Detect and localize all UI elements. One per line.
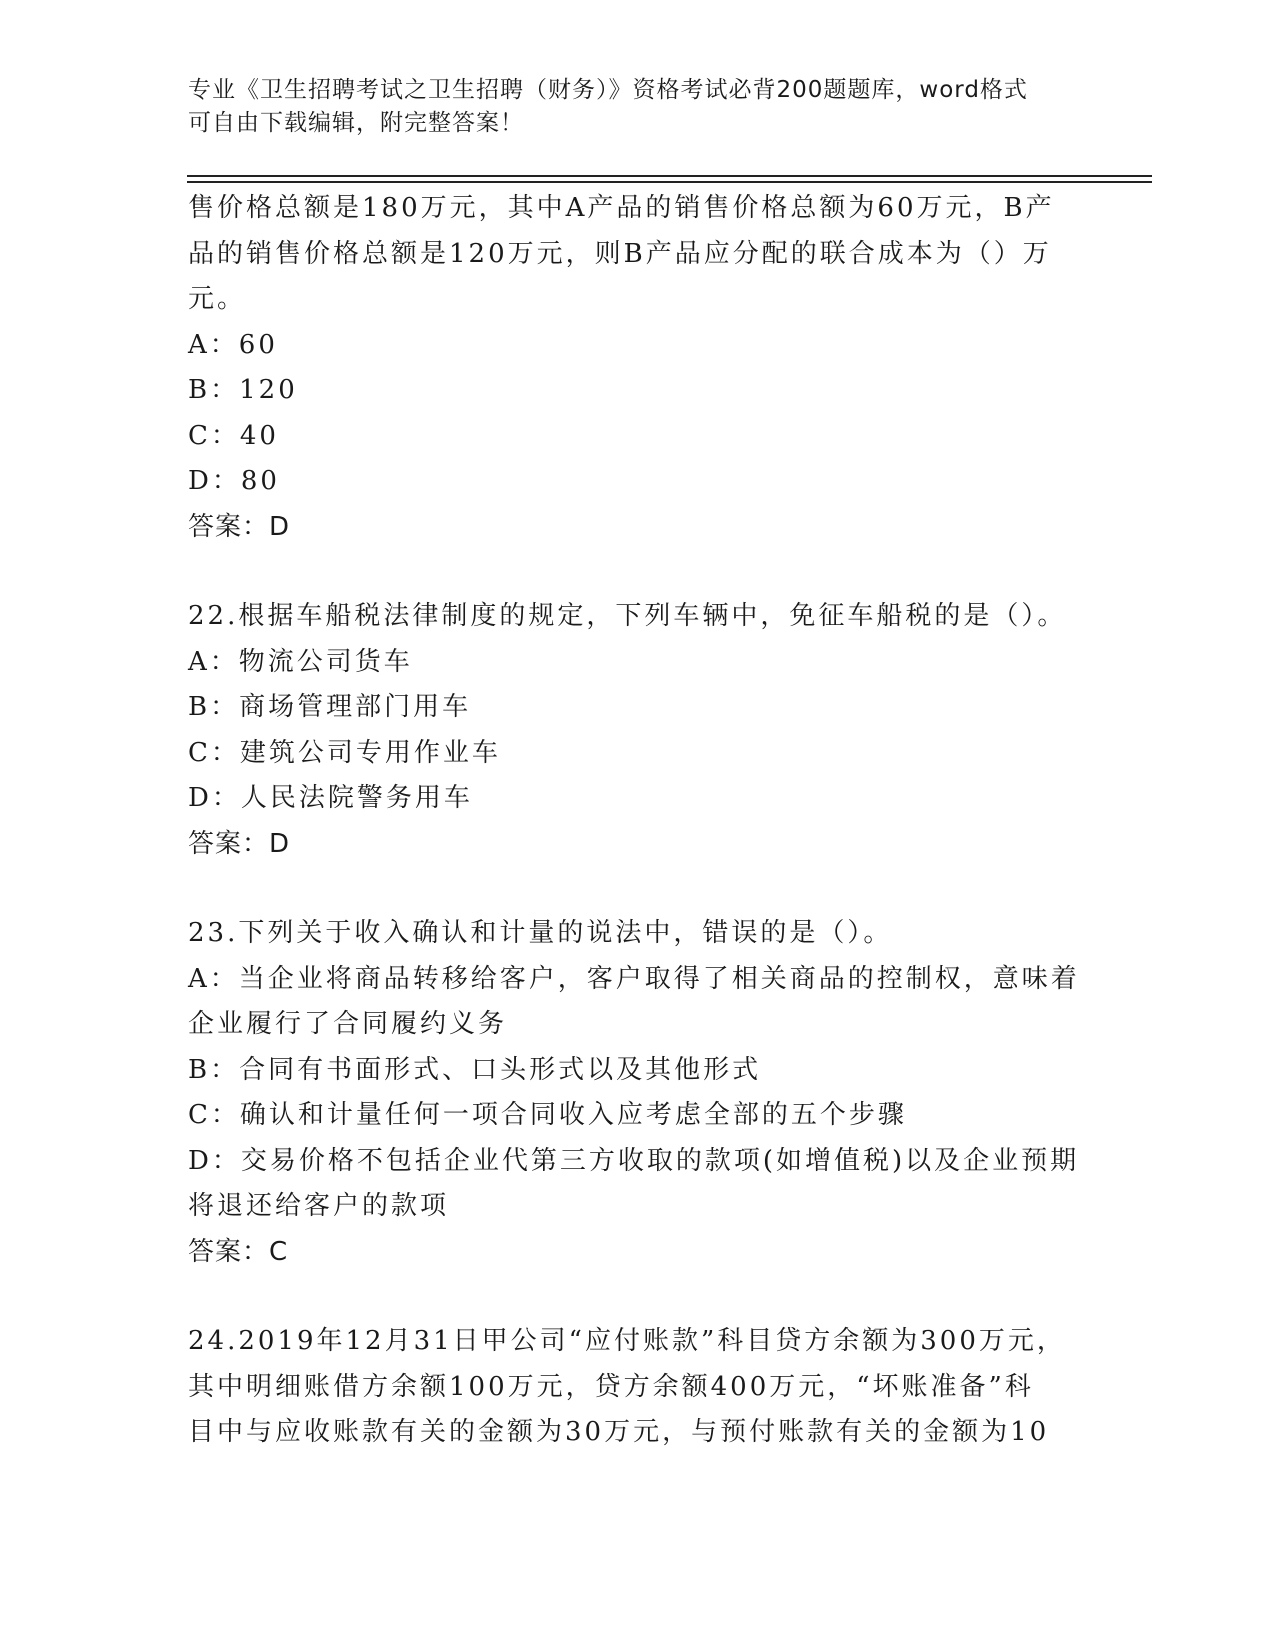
question-stem-line: 23.下列关于收入确认和计量的说法中，错误的是（）。 <box>188 918 893 948</box>
document-header <box>188 74 1068 140</box>
question-stem-line: 品的销售价格总额是120万元，则B产品应分配的联合成本为（）万 <box>188 238 1052 269</box>
header-divider-top <box>187 175 1152 177</box>
option-b: B：120 <box>188 375 298 405</box>
option-a-line-1: A：当企业将商品转移给客户，客户取得了相关商品的控制权，意味着 <box>188 963 1080 994</box>
option-a: A：物流公司货车 <box>188 646 413 677</box>
question-stem-line: 目中与应收账款有关的金额为30万元，与预付账款有关的金额为10 <box>188 1417 1050 1447</box>
document-body <box>188 186 1088 1456</box>
question-22 <box>188 594 1088 867</box>
question-24 <box>188 1319 1088 1456</box>
question-stem-line: 22.根据车船税法律制度的规定，下列车辆中，免征车船税的是（）。 <box>188 601 1067 631</box>
question-stem-line: 元。 <box>188 284 247 314</box>
answer: 答案：D <box>188 511 291 542</box>
question-23 <box>188 911 1088 1275</box>
question-21 <box>188 186 1088 550</box>
question-stem-line: 售价格总额是180万元，其中A产品的销售价格总额为60万元，B产 <box>188 193 1055 223</box>
answer: 答案：C <box>188 1236 289 1267</box>
option-b: B：商场管理部门用车 <box>188 692 472 722</box>
option-d-line-2: 将退还给客户的款项 <box>188 1191 450 1221</box>
option-a: A：60 <box>188 329 278 360</box>
option-c: C：40 <box>188 420 279 451</box>
option-d-line-1: D：交易价格不包括企业代第三方收取的款项(如增值税)以及企业预期 <box>188 1145 1080 1176</box>
option-a-line-2: 企业履行了合同履约义务 <box>188 1009 508 1039</box>
option-c: C：建筑公司专用作业车 <box>188 737 501 768</box>
header-title-line-1: 专业《卫生招聘考试之卫生招聘（财务）》资格考试必背200题题库，word格式 <box>188 77 1028 103</box>
answer: 答案：D <box>188 828 291 859</box>
option-c: C：确认和计量任何一项合同收入应考虑全部的五个步骤 <box>188 1100 907 1130</box>
question-spacer <box>188 867 1088 911</box>
question-stem-line: 其中明细账借方余额100万元，贷方余额400万元，“坏账准备”科 <box>188 1371 1034 1402</box>
question-spacer <box>188 550 1088 594</box>
option-d: D：人民法院警务用车 <box>188 783 473 813</box>
option-d: D：80 <box>188 466 280 496</box>
header-title-line-2: 可自由下载编辑，附完整答案！ <box>188 110 524 136</box>
header-divider-bottom <box>187 181 1152 183</box>
question-stem-line: 24.2019年12月31日甲公司“应付账款”科目贷方余额为300万元， <box>188 1326 1066 1356</box>
question-spacer <box>188 1275 1088 1319</box>
option-b: B：合同有书面形式、口头形式以及其他形式 <box>188 1054 762 1085</box>
